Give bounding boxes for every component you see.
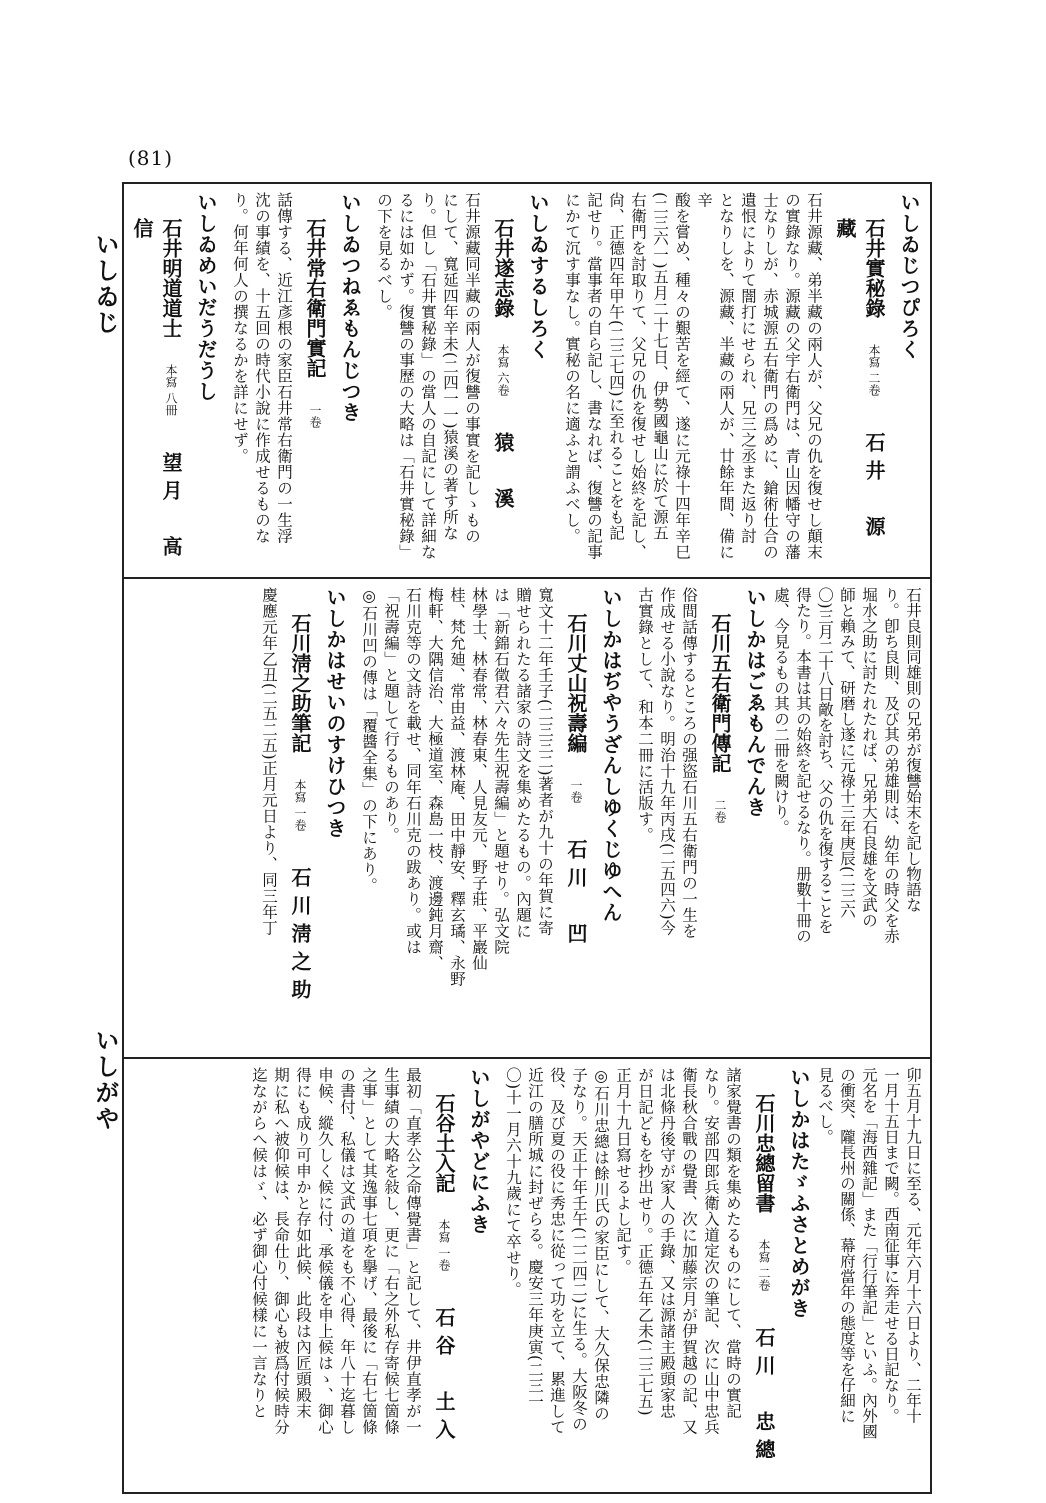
entry-body [258, 587, 280, 1007]
entry-kana-heading: いしゐじつぴろく [897, 192, 921, 360]
dictionary-entry [258, 587, 350, 1007]
entry-format: 本寫 一卷 [293, 779, 307, 831]
entry-body [561, 192, 825, 571]
text-column: 酸を嘗め、種々の艱苦を經て、遂に元祿十四年辛巳 [673, 192, 691, 560]
page-frame [122, 182, 932, 1494]
text-column: 桂、梵允廸、常由益、渡林庵、田中靜安、釋玄璚、永野 [448, 587, 466, 987]
text-column: の衝突、隴長州の關係、幕府當年の態度等を仔細に [838, 1067, 856, 1424]
continuation-text [770, 587, 924, 1053]
text-column: 寬文十二年壬子(二三三二)著者が九十の年賀に寄 [536, 587, 554, 937]
entry-title: 石川忠總留書 [752, 1093, 776, 1213]
entry-kana-heading: いしゐするしろく [526, 192, 550, 360]
entry-title-row [562, 587, 591, 987]
text-column: 古實錄として、和本二冊に活版す。 [636, 587, 654, 843]
text-column: 子なり。天正十年壬午(二二四二)に生る。大阪冬の [570, 1067, 588, 1433]
text-column: 見るべし。 [816, 1067, 834, 1145]
text-column: 石井源藏同半藏の兩人が復讐の事實を記しゝもの [463, 192, 481, 544]
band-2 [124, 577, 930, 1059]
text-column: 贈せられたる諸家の詩文を集めたるもの。內題に [514, 587, 532, 939]
side-label-top: いしゐじ [91, 232, 120, 336]
text-column: 堀水之助に討たれたれば、兄弟大石良雄を文武の [860, 587, 878, 928]
text-column: 迄ながらへ候はゞ、必ず御心付候樣に一言なりと [250, 1067, 268, 1419]
entry-kana-heading: いしかはたゞふさとめがき [787, 1067, 811, 1319]
text-column: 得たり。本書は其の始終を記せるなり。册數十冊の [794, 587, 812, 944]
entry-body [502, 1067, 744, 1467]
entry-author: 望月 高信 [130, 218, 183, 564]
entry-title-row [750, 1067, 779, 1467]
text-column: 話傳する、近江彥根の家臣石井常右衛門の一生浮 [275, 192, 293, 544]
text-column: 慶應元年乙丑(二五二五)正月元日より、同三年丁 [260, 587, 278, 937]
text-column: 元名を「海西雜記」また「行行筆記」といふ。內外國 [860, 1067, 878, 1439]
entry-kana-heading: いしゐめいだうだうし [194, 192, 218, 402]
text-column: 遺恨によりて闇打にせられ、兄三之丞また返り討 [739, 192, 757, 544]
entry-author: 石川淸之助 [288, 866, 312, 1007]
entry-kana-heading: いしゐつねゑもんじつき [338, 192, 362, 423]
text-column: 處、今見るもの其の二冊を闕けり。 [772, 587, 790, 835]
dictionary-entry [561, 192, 924, 571]
text-column: なり。安部四郎兵衛入道定次の筆記、次に山中忠兵 [702, 1067, 720, 1435]
text-column: 石井源藏、弟半藏の兩人が、父兄の仇を復せし顛末 [805, 192, 823, 560]
dictionary-entry [634, 587, 770, 939]
dictionary-entry [229, 192, 365, 544]
entry-title: 石川丈山祝壽編 [564, 613, 588, 753]
text-column: り。何年何人の撰なるかを詳にせず。 [231, 192, 249, 464]
text-column: ◎石川凹の傳は「覆醬全集」の下にあり。 [360, 587, 378, 894]
text-column: 近江の膳所城に封ぜらる。慶安三年庚寅(二三一 [526, 1067, 544, 1410]
continuation-text [814, 1067, 924, 1490]
text-column: 最初「直孝公之命傳覺書」と記して、井伊直孝が一 [404, 1067, 422, 1435]
band-1 [124, 184, 930, 577]
text-column: 之事」として其逸事七項を擧げ、最後に「右七箇條 [360, 1067, 378, 1435]
entry-format: 本寫 一卷 [437, 1219, 451, 1271]
text-column: 得にも成り可申かと存如此候、此段は內匠頭殿末 [294, 1067, 312, 1419]
entry-title: 石井常右衛門實記 [303, 218, 327, 378]
text-column: (二三六一)五月二十七日、伊勢國龜山に於て源五 [651, 192, 669, 542]
text-column: の實錄なり。源藏の父宇右衛門は、青山因幡守の藩 [783, 192, 801, 560]
text-column: 梅軒、大隅信治、大極道室、森島一枝、渡邊鈍月齋、 [426, 587, 444, 971]
entry-format: 本寫 二卷 [757, 1239, 771, 1291]
entry-format: 本寫 八冊 [164, 364, 178, 416]
entry-author: 猿 溪 [491, 431, 515, 516]
entry-title: 石谷土入記 [432, 1093, 456, 1193]
text-column: 役、及び夏の役に秀忠に從って功を立て、累進して [548, 1067, 566, 1435]
page-number: (81) [128, 146, 174, 170]
entry-title: 石井明道道士 [159, 218, 183, 338]
dictionary-entry [124, 192, 221, 571]
text-column: り。但し「石井實秘錄」の當人の自記にして詳細な [419, 192, 437, 560]
text-column: 石井良則同雄則の兄弟が復讐始末を記し物語な [904, 587, 922, 913]
entry-format: 本寫 二卷 [867, 344, 881, 396]
text-column: 諸家覺書の類を集めたるものにして、當時の實記 [724, 1067, 742, 1419]
entry-author: 石井 源藏 [833, 218, 886, 544]
text-column: 右衛門を討取りて、父兄の仇を復せし始終を記し、 [629, 192, 647, 560]
text-column: るには如かず。復讐の事歷の大略は「石井實秘錄」 [397, 192, 415, 560]
text-column: は北條丹後守が家人の手錄、又は源諸主殿頭家忠 [658, 1067, 676, 1419]
entry-kana-heading: いしかはぢやうざんしゆくじゆへん [599, 587, 623, 923]
entry-body [634, 587, 700, 939]
text-column: 作成せる小說なり。明治十九年丙戌(二五四六)今 [658, 587, 676, 937]
text-column: 士なりしが、赤城源五右衛門の爲めに、鎗術仕合の [761, 192, 779, 560]
entry-title: 石井遂志錄 [491, 218, 515, 318]
dictionary-entry [248, 1067, 494, 1447]
entry-body [248, 1067, 424, 1447]
text-column: は「新錦石徵君六々先生祝壽編」と題せり。弘文院 [492, 587, 510, 955]
dictionary-entry [358, 587, 626, 987]
text-column: ◎石川忠總は餘川氏の家臣にして、大久保忠隣の [592, 1067, 610, 1422]
dictionary-entry [502, 1067, 814, 1467]
band-3 [124, 1057, 930, 1496]
text-column: 〇)三月二十八日敵を討ち、父の仇を復することを [816, 587, 834, 935]
entry-body [373, 192, 483, 560]
entry-kana-heading: いしかはせいのすけひつき [323, 587, 347, 839]
text-column: 申候、縱久しく候に付、承候儀を申上候はゝ、御心 [316, 1067, 334, 1435]
entry-title-row [286, 587, 315, 1007]
text-column: が日記どもを抄出せり。正德五年乙未(二三七五) [636, 1067, 654, 1417]
entry-title-row [128, 192, 186, 571]
text-column: となりしを、源藏、半藏の兩人が、廿餘年間、備に辛 [695, 192, 735, 560]
text-column: の書付、私儀は文武の道をも不心得、年八十迄暮し [338, 1067, 356, 1435]
side-label-bottom: いしがや [91, 1028, 120, 1132]
text-column: 石川克等の文詩を載せ、同年石川克の跋あり。或は [404, 587, 422, 955]
entry-title-row [489, 192, 518, 560]
text-column: の下を見るべし。 [375, 192, 393, 320]
entry-title-row [430, 1067, 459, 1447]
entry-title: 石川五右衛門傳記 [708, 613, 732, 773]
entry-title-row [831, 192, 889, 571]
entry-body [229, 192, 295, 544]
entry-title-row [301, 192, 330, 544]
text-column: にかて沉す事なし。實秘の名に適ふと謂ふべし。 [563, 192, 581, 544]
entry-format: 本寫 六卷 [496, 344, 510, 396]
entry-author: 石川 忠總 [752, 1326, 776, 1467]
text-column: 「祝壽編」と題して行るものあり。 [382, 587, 400, 843]
text-column: 卯五月十九日に至る、元年六月十六日より、二年十 [904, 1067, 922, 1424]
entry-title: 石川淸之助筆記 [288, 613, 312, 753]
entry-body [358, 587, 556, 987]
text-column: にして、寬延四年辛未(二四一一)猿溪の著す所な [441, 192, 459, 542]
dictionary-entry [373, 192, 553, 560]
entry-kana-heading: いしかはごゑもんでんき [743, 587, 767, 818]
text-column: 期に私へ被仰候は、長命仕り、御心も被爲付候時分 [272, 1067, 290, 1435]
text-column: 師と賴みて、研磨し遂に元祿十三年庚辰(二三六 [838, 587, 856, 919]
text-column: 生事績の大略を敍し、更に「右之外私存寄候七箇條 [382, 1067, 400, 1435]
text-column: 記せり。當事者の自ら記し、書なれば、復讐の記事 [585, 192, 603, 560]
entry-format: 一卷 [569, 779, 583, 803]
text-column: 一月十五日まで闕。西南征事に奔走せる日記なり。 [882, 1067, 900, 1424]
text-column: 尙、正德四年甲午(二三七四)に至れることをも記 [607, 192, 625, 542]
text-column: 俗間話傳するところの强盜石川五右衛門の一生を [680, 587, 698, 939]
entry-format: 一卷 [308, 404, 322, 428]
text-column: 沈の事績を、十五回の時代小說に作成せるものな [253, 192, 271, 544]
entry-format: 二卷 [713, 799, 727, 823]
entry-kana-heading: いしがやどにふき [467, 1067, 491, 1235]
text-column: 衛長秋合戰の覺書、次に加藤宗月が伊賀越の記、又 [680, 1067, 698, 1435]
text-column: 〇)十一月六十九歲にて卒せり。 [504, 1067, 522, 1298]
text-column: り。卽ち良則、及び其の弟雄則は、幼年の時父を赤 [882, 587, 900, 944]
entry-author: 石谷 土入 [432, 1306, 456, 1447]
text-column: 林學士、林春常、林春東、人見友元、野子莊、平巖仙 [470, 587, 488, 971]
entry-author: 石川 凹 [564, 839, 588, 951]
entry-title-row [706, 587, 735, 939]
entry-title: 石井實秘錄 [862, 218, 886, 318]
text-column: 正月十九日寫せるよし記す。 [614, 1067, 632, 1275]
